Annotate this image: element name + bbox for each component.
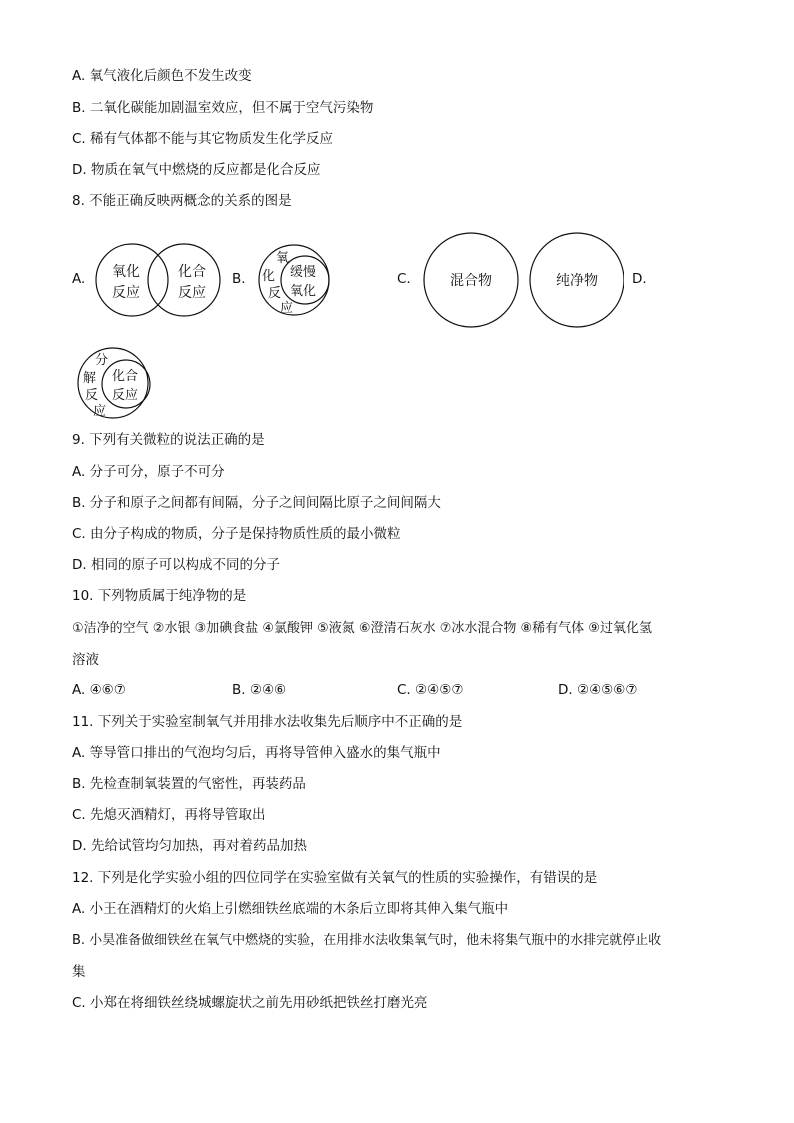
- q12-option-b-line2: 集: [72, 964, 86, 980]
- diagram-d-outer-1: 分: [95, 353, 109, 368]
- q8-label-b: B.: [232, 271, 246, 287]
- q9-option-b: B. 分子和原子之间都有间隔，分子之间间隔比原子之间间隔大: [72, 495, 441, 511]
- q9-option-c: C. 由分子构成的物质，分子是保持物质性质的最小微粒: [72, 526, 401, 542]
- diagram-d-outer-4: 应: [93, 404, 107, 419]
- q9-stem: 9. 下列有关微粒的说法正确的是: [72, 432, 265, 448]
- q10-option-c: C. ②④⑤⑦: [397, 682, 464, 698]
- diagram-d-inner-2: 反应: [112, 388, 139, 403]
- q11-option-c: C. 先熄灭酒精灯，再将导管取出: [72, 807, 266, 823]
- q12-option-c: C. 小郑在将细铁丝绕城螺旋状之前先用砂纸把铁丝打磨光亮: [72, 995, 428, 1011]
- q10-options: [0, 682, 794, 702]
- q7-option-a: A. 氧气液化后颜色不发生改变: [72, 68, 252, 84]
- diagram-b-outer-1: 氧: [276, 251, 290, 266]
- q8-diagram-d: [75, 344, 157, 422]
- diagram-a-right-line1: 化合: [178, 264, 206, 280]
- diagram-b-inner-2: 氧化: [290, 284, 317, 299]
- q11-option-b: B. 先检查制氧装置的气密性，再装药品: [72, 776, 306, 792]
- q10-items-line2: 溶液: [72, 652, 99, 668]
- q8-label-c: C.: [397, 271, 411, 287]
- q10-stem: 10. 下列物质属于纯净物的是: [72, 588, 247, 604]
- diagram-a-left-line2: 反应: [112, 285, 140, 301]
- q8-label-d: D.: [632, 271, 647, 287]
- oxidation-circle: [96, 244, 168, 316]
- q9-option-a: A. 分子可分，原子不可分: [72, 464, 225, 480]
- q8-stem: 8. 不能正确反映两概念的关系的图是: [72, 193, 292, 209]
- q7-option-b: B. 二氧化碳能加剧温室效应，但不属于空气污染物: [72, 100, 374, 116]
- q8-diagram-b: [254, 240, 338, 320]
- q8-diagram-c: [420, 232, 624, 330]
- q12-stem: 12. 下列是化学实验小组的四位同学在实验室做有关氧气的性质的实验操作，有错误的是: [72, 870, 598, 886]
- diagram-b-outer-2: 化: [262, 269, 276, 284]
- diagram-d-inner-1: 化合: [112, 369, 139, 384]
- diagram-c-left-label: 混合物: [450, 273, 492, 289]
- diagram-a-right-line2: 反应: [178, 285, 206, 301]
- q8-label-a: A.: [72, 271, 86, 287]
- q11-stem: 11. 下列关于实验室制氧气并用排水法收集先后顺序中不正确的是: [72, 714, 463, 730]
- q10-items-line1: ①洁净的空气 ②水银 ③加碘食盐 ④氯酸钾 ⑤液氮 ⑥澄清石灰水 ⑦冰水混合物 ⑧稀有气体 ⑨过氧化氢: [72, 621, 652, 636]
- combination-circle: [148, 244, 220, 316]
- diagram-b-inner-1: 缓慢: [290, 265, 317, 280]
- diagram-b-outer-3: 反: [268, 286, 282, 301]
- q11-option-a: A. 等导管口排出的气泡均匀后，再将导管伸入盛水的集气瓶中: [72, 745, 441, 761]
- q9-option-d: D. 相同的原子可以构成不同的分子: [72, 557, 280, 573]
- diagram-a-left-line1: 氧化: [112, 264, 140, 280]
- q12-option-b-line1: B. 小昊准备做细铁丝在氧气中燃烧的实验，在用排水法收集氧气时，他未将集气瓶中的水排完就停止收: [72, 933, 662, 948]
- diagram-d-outer-3: 反: [85, 388, 99, 403]
- q8-diagram-a: [92, 240, 224, 320]
- q10-option-d: D. ②④⑤⑥⑦: [558, 682, 638, 698]
- q12-option-a: A. 小王在酒精灯的火焰上引燃细铁丝底端的木条后立即将其伸入集气瓶中: [72, 901, 509, 917]
- q7-option-c: C. 稀有气体都不能与其它物质发生化学反应: [72, 131, 334, 147]
- q11-option-d: D. 先给试管均匀加热，再对着药品加热: [72, 838, 307, 854]
- diagram-b-outer-4: 应: [280, 301, 294, 316]
- q10-option-b: B. ②④⑥: [232, 682, 287, 698]
- diagram-d-outer-2: 解: [83, 371, 97, 386]
- diagram-c-right-label: 纯净物: [556, 273, 598, 289]
- q7-option-d: D. 物质在氧气中燃烧的反应都是化合反应: [72, 162, 321, 178]
- q10-option-a: A. ④⑥⑦: [72, 682, 126, 698]
